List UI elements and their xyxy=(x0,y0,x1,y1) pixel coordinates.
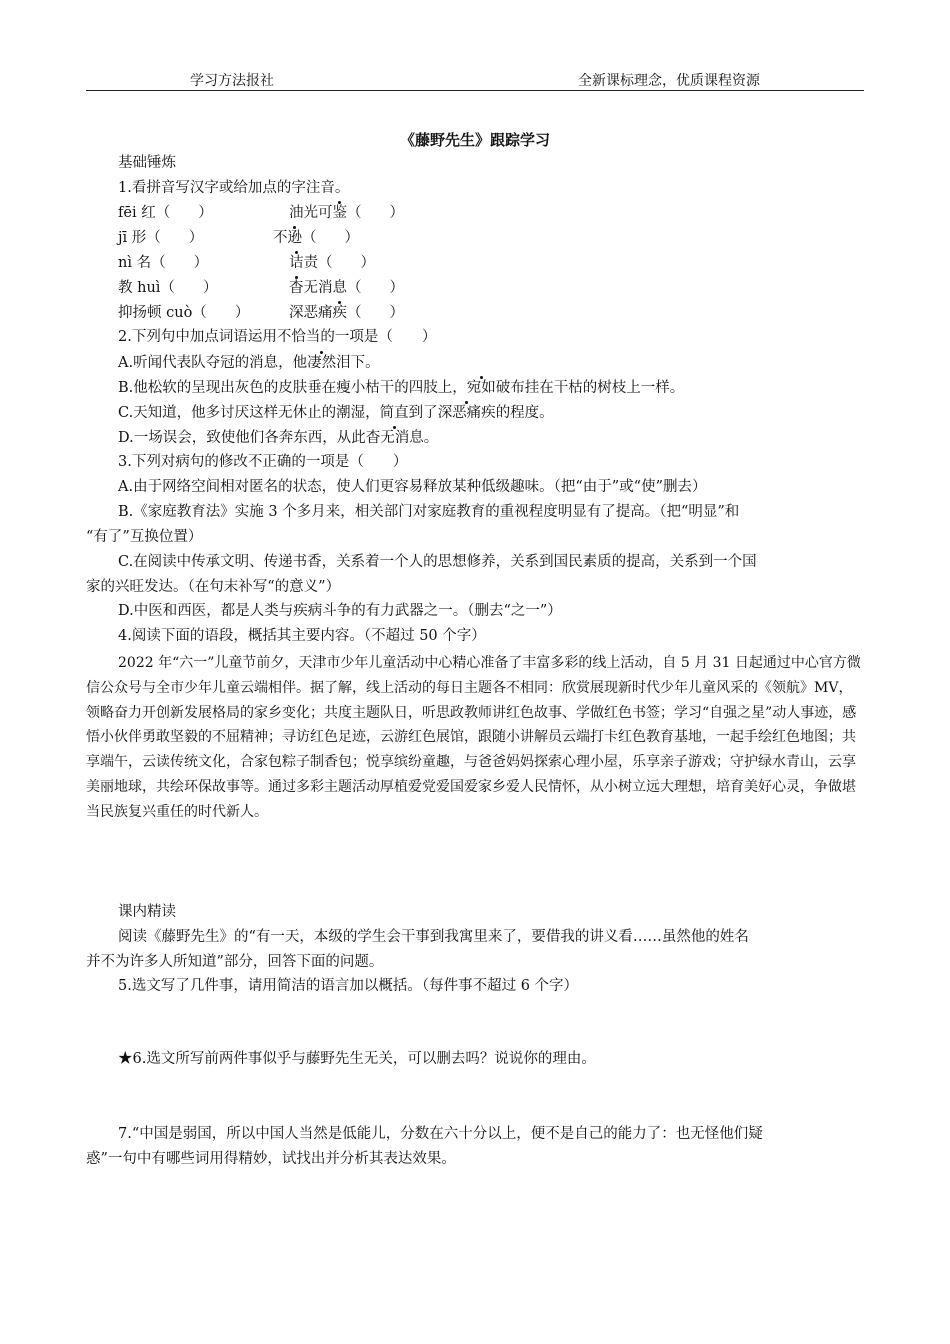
emphasis-char: 诘 xyxy=(289,255,304,271)
question-6: ★6.选文所写前两件事似乎与藤野先生无关，可以删去吗？说说你的理由。 xyxy=(118,1051,596,1067)
q1-item-4-left: 教 huì（ ） xyxy=(118,280,218,296)
question-5: 5.选文写了几件事，请用简洁的语言加以概括。（每件事不超过 6 个字） xyxy=(118,978,579,994)
q3-option-d: D.中医和西医，都是人类与疾病斗争的有力武器之一。（删去“之一”） xyxy=(118,603,562,619)
page-header xyxy=(86,70,864,91)
q1-item-2-right: 不逊（ ） xyxy=(273,230,359,246)
page-title: 《藤野先生》跟踪学习 xyxy=(399,131,550,149)
reading-intro-line1: 阅读《藤野先生》的“有一天，本级的学生会干事到我寓里来了，要借我的讲义看……虽然他的姓名 xyxy=(118,929,749,945)
publisher-name: 学习方法报社 xyxy=(190,73,274,89)
q1-item-5-left: 抑扬顿 cuò（ ） xyxy=(118,305,250,321)
emphasis-char: 鉴 xyxy=(332,205,347,221)
q1-item-1-left: fēi 红（ ） xyxy=(118,205,213,221)
q1-item-2-left: jī 形（ ） xyxy=(118,230,204,246)
emphasis-char: 疾 xyxy=(332,305,347,321)
question-2-stem: 2.下列句中加点词语运用不恰当的一项是（ ） xyxy=(118,329,437,345)
q1-item-4-right: 杳无消息（ ） xyxy=(289,280,404,296)
q3-option-b-line1: B.《家庭教育法》实施 3 个多月来，相关部门对家庭教育的重视程度明显有了提高。（把“明显”和 xyxy=(118,504,740,520)
question-3-stem: 3.下列对病句的修改不正确的一项是（ ） xyxy=(118,454,408,470)
section-heading-basic: 基础锤炼 xyxy=(118,155,176,171)
question-7-line2: 惑”一句中有哪些词用得精妙，试找出并分析其表达效果。 xyxy=(86,1151,456,1167)
q2-option-a: A.听闻代表队夺冠的消息，他凄然泪下。 xyxy=(118,355,380,371)
q1-item-5-right: 深恶痛疾（ ） xyxy=(289,305,404,321)
q1-item-1-right: 油光可鉴（ ） xyxy=(289,205,404,221)
q1-item-3-right: 诘责（ ） xyxy=(289,255,375,271)
question-1-stem: 1.看拼音写汉字或给加点的字注音。 xyxy=(118,180,350,196)
question-7-line1: 7.“中国是弱国，所以中国人当然是低能儿，分数在六十分以上，便不是自己的能力了：也无怪他们疑 xyxy=(118,1126,763,1142)
reading-intro-line2: 并不为许多人所知道”部分，回答下面的问题。 xyxy=(86,954,384,970)
q2-option-d: D.一场误会，致使他们各奔东西，从此杳无消息。 xyxy=(118,430,439,446)
q1-item-3-left: nì 名（ ） xyxy=(118,255,209,271)
q2-option-b: B.他松软的呈现出灰色的皮肤垂在瘦小枯干的四肢上，宛如破布挂在干枯的树枝上一样。 xyxy=(118,380,685,396)
q3-option-b-line2: “有了”互换位置） xyxy=(86,529,203,545)
question-4-stem: 4.阅读下面的语段，概括其主要内容。（不超过 50 个字） xyxy=(118,628,486,644)
emphasis-char: 杳 xyxy=(289,280,304,296)
q2-option-c: C.天知道，他多讨厌这样无休止的潮湿，简直到了深恶痛疾的程度。 xyxy=(118,405,554,421)
q4-passage: 2022 年“六一”儿童节前夕，天津市少年儿童活动中心精心准备了丰富多彩的线上活动，自 5 月 31 日起通过中心官方微信公众号与全市少年儿童云端相伴。据了解，线上活动的每日主题各不相同：欣赏展现新时代少年儿童风采的《领航》MV，领略奋力开创新发展格局的家乡变化；共度主题队日，听思政教师讲红色故事、学做红色书签；学习“自强之星”动人事迹，感悟小伙伴勇敢坚毅的不屈精神；寻访红色足迹，云游红色展馆，跟随小讲解员云端打卡红色教育基地，一起手绘红色地图；共享端午，云读传统文化，合家包粽子制香包；悦享缤纷童趣，与爸爸妈妈探索心理小屋，乐享亲子游戏；守护绿水青山，云享美丽地球，共绘环保故事等。通过多彩主题活动厚植爱党爱国爱家乡爱人民情怀，从小树立远大理想，培育美好心灵，争做堪当民族复兴重任的时代新人。 xyxy=(86,655,861,820)
header-slogan: 全新课标理念，优质课程资源 xyxy=(578,73,760,89)
section-heading-reading: 课内精读 xyxy=(118,904,176,920)
emphasis-char: 逊 xyxy=(287,230,302,246)
q3-option-c-line2: 家的兴旺发达。（在句末补写“的意义”） xyxy=(86,579,341,595)
q3-option-c-line1: C.在阅读中传承文明、传递书香，关系着一个人的思想修养，关系到国民素质的提高，关系到一个国 xyxy=(118,554,757,570)
q3-option-a: A.由于网络空间相对匿名的状态，使人们更容易释放某种低级趣味。（把“由于”或“使”删去） xyxy=(118,479,707,495)
